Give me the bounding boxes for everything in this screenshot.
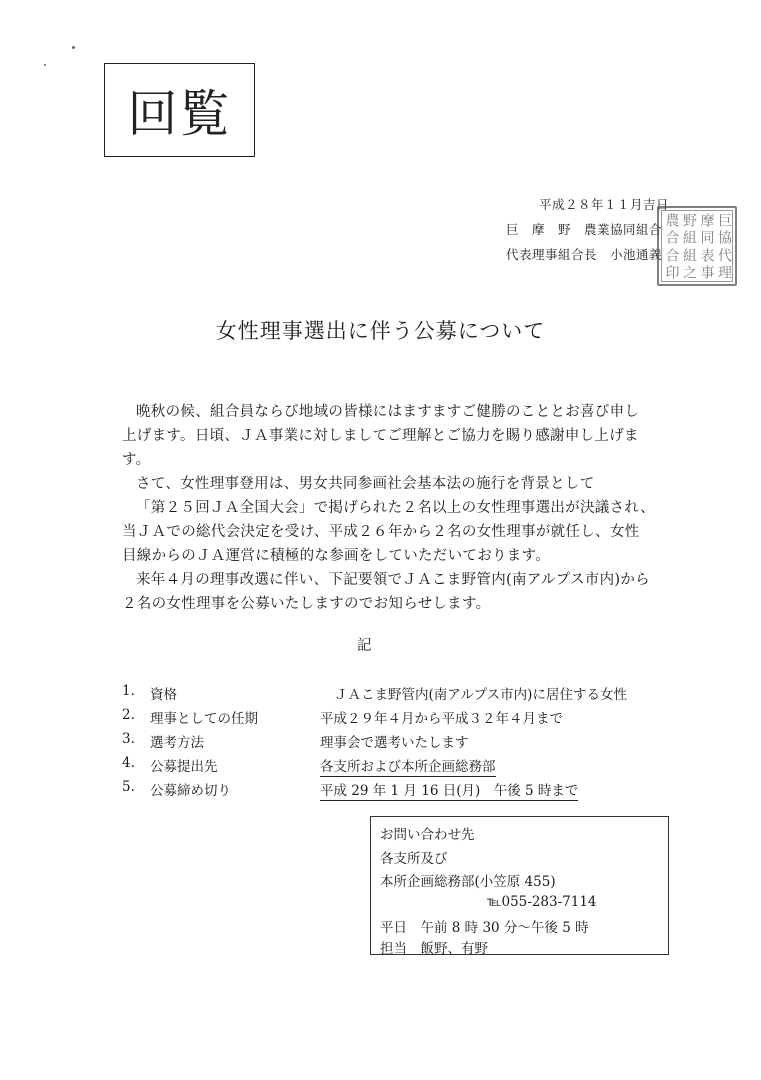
- body-line: 当ＪＡでの総代会決定を受け、平成２６年から２名の女性理事が就任し、女性: [122, 524, 640, 540]
- item-number: 2.: [122, 707, 135, 723]
- body-line: 「第２５回ＪＡ全国大会」で掲げられた２名以上の女性理事選出が決議され、: [136, 500, 655, 516]
- item-number: 3.: [122, 731, 135, 747]
- item-label: 理事としての任期: [150, 711, 258, 727]
- item-value: 各支所および本所企画総務部: [320, 755, 496, 777]
- item-label: 選考方法: [150, 735, 204, 751]
- contact-box: [370, 816, 669, 955]
- body-line: す。: [122, 452, 151, 468]
- body-line: 来年４月の理事改選に伴い、下記要領でＪＡこま野管内(南アルプス市内)から: [136, 572, 650, 588]
- ki-heading: 記: [357, 638, 372, 654]
- body-line: さて、女性理事登用は、男女共同参画社会基本法の施行を背景として: [136, 476, 595, 492]
- item-number: 5.: [122, 779, 135, 795]
- item-label: 資格: [150, 687, 177, 703]
- representative-name: 代表理事組合長 小池通義: [506, 247, 663, 262]
- circulation-label: 回覧: [127, 85, 232, 143]
- circulation-stamp: [104, 63, 255, 157]
- organization-name: 巨 摩 野 農業協同組合: [506, 222, 663, 237]
- body-line: 目線からのＪＡ運営に積極的な参画をしていただいております。: [122, 548, 551, 564]
- contact-line: 各支所及び: [380, 851, 448, 867]
- issue-date: 平成２８年１１月吉日: [539, 197, 670, 212]
- document-title: 女性理事選出に伴う公募について: [215, 319, 546, 343]
- contact-hours: 平日 午前 8 時 30 分～午後 5 時: [380, 920, 589, 936]
- body-line: 上げます。日頃、ＪＡ事業に対しましてご理解とご協力を賜り感謝申し上げま: [122, 428, 639, 444]
- body-line: ２名の女性理事を公募いたしますのでお知らせします。: [122, 596, 491, 612]
- item-value: 理事会で選考いたします: [320, 735, 469, 751]
- scan-speck: [72, 46, 75, 49]
- scan-speck: [44, 64, 46, 66]
- contact-line: 本所企画総務部(小笠原 455): [380, 874, 556, 890]
- seal-pattern: 巨 協 代 理 摩 同 表 事 野 組 組 之 農 合 合 印: [661, 210, 733, 282]
- contact-staff: 担当 飯野、有野: [380, 941, 488, 957]
- contact-heading: お問い合わせ先: [380, 827, 475, 843]
- item-label: 公募提出先: [150, 759, 218, 775]
- official-seal-icon: [657, 206, 737, 286]
- item-value: 平成 29 年 1 月 16 日(月) 午後 5 時まで: [320, 779, 578, 801]
- contact-tel: ℡055-283-7114: [487, 894, 597, 910]
- item-value: 平成２９年４月から平成３２年４月まで: [320, 711, 563, 727]
- item-value: ＪＡこま野管内(南アルプス市内)に居住する女性: [334, 687, 627, 703]
- item-number: 4.: [122, 755, 135, 771]
- item-number: 1.: [122, 683, 135, 699]
- body-line: 晩秋の候、組合員ならび地域の皆様にはますますご健勝のこととお喜び申し: [136, 404, 640, 420]
- item-label: 公募締め切り: [150, 783, 231, 799]
